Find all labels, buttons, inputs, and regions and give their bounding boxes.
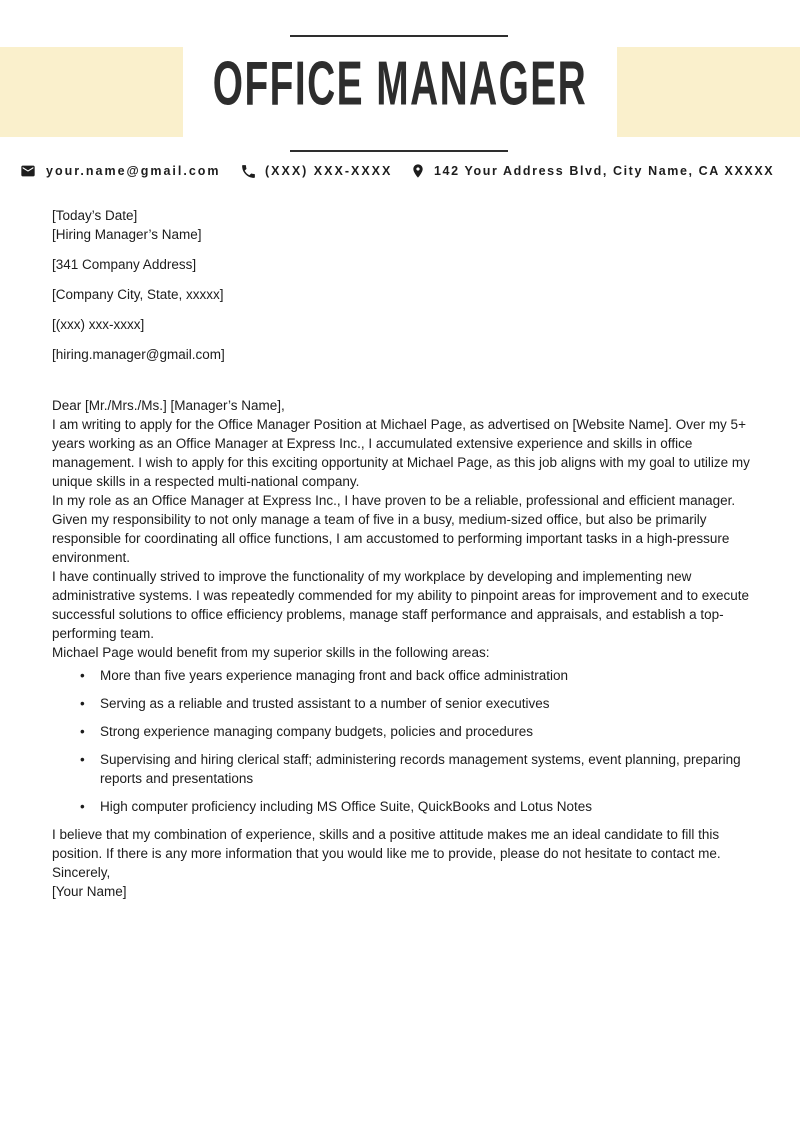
- body-paragraph: In my role as an Office Manager at Express Inc., I have proven to be a reliable, professional and efficient manager. Given my responsibility to not only manage a team of five in a busy, medium-sized office, but also be primarily responsible for coordinating all office functions, I am accustomed to performing important tasks in a high-pressure environment.: [52, 493, 736, 565]
- header-top-rule: [290, 35, 508, 37]
- skill-item: • High computer proficiency including MS Office Suite, QuickBooks and Lotus Notes: [52, 797, 752, 816]
- contact-bar: [0, 159, 800, 183]
- skill-item: • Supervising and hiring clerical staff; administering records management systems, event planning, preparing reports and presentations: [52, 750, 752, 788]
- phone-icon: [240, 163, 257, 180]
- closing-paragraph: I believe that my combination of experience, skills and a positive attitude makes me an ideal candidate to fill this position. If there is any more information that you would like me to provide, please do not hesitate to contact me.: [52, 827, 721, 861]
- recipient-block: [52, 225, 752, 364]
- location-pin-icon: [410, 161, 426, 181]
- recipient-line: [Company City, State, xxxxx]: [52, 287, 224, 302]
- envelope-icon: [18, 163, 38, 179]
- contact-address-text: 142 Your Address Blvd, City Name, CA XXXXX: [434, 164, 775, 178]
- recipient-line: [(xxx) xxx-xxxx]: [52, 317, 145, 332]
- page-title: OFFICE MANAGER: [212, 49, 588, 119]
- skill-item: • Strong experience managing company budgets, policies and procedures: [52, 722, 752, 741]
- body-paragraph: I have continually strived to improve the functionality of my workplace by developing and implementing new administrative systems. I was repeatedly commended for my ability to pinpoint areas for improvement and to execute successful solutions to office efficiency problems, manage staff performance and appraisals, and establish a top-performing team.: [52, 569, 750, 641]
- skill-item: • More than five years experience managing front and back office administration: [52, 666, 752, 685]
- recipient-line: [hiring.manager@gmail.com]: [52, 347, 225, 362]
- contact-address-group: [410, 159, 774, 183]
- letter-body: [52, 206, 752, 901]
- skills-intro-line: Michael Page would benefit from my superior skills in the following areas:: [52, 645, 490, 660]
- recipient-line: [341 Company Address]: [52, 257, 197, 272]
- header-bottom-rule: [290, 150, 508, 152]
- date-line: [Today’s Date]: [52, 208, 138, 223]
- contact-email-text: your.name@gmail.com: [46, 164, 221, 178]
- body-paragraph: I am writing to apply for the Office Manager Position at Michael Page, as advertised on [Website Name]. Over my 5+ years working as an Office Manager at Express Inc., I accumulated extensive experience and skills in office management. I wish to apply for this exciting opportunity at Michael Page, as this job aligns with my goal to utilize my unique skills in a respected multi-national company.: [52, 417, 750, 489]
- skills-list: [52, 666, 752, 816]
- signoff-line: Sincerely,: [52, 865, 111, 880]
- recipient-line: [Hiring Manager’s Name]: [52, 227, 202, 242]
- salutation-line: Dear [Mr./Mrs./Ms.] [Manager’s Name],: [52, 398, 285, 413]
- signature-line: [Your Name]: [52, 884, 127, 899]
- contact-phone-group: [240, 159, 392, 183]
- contact-phone-text: (XXX) XXX-XXXX: [265, 164, 393, 178]
- contact-email-group: [18, 159, 221, 183]
- skill-item: • Serving as a reliable and trusted assistant to a number of senior executives: [52, 694, 752, 713]
